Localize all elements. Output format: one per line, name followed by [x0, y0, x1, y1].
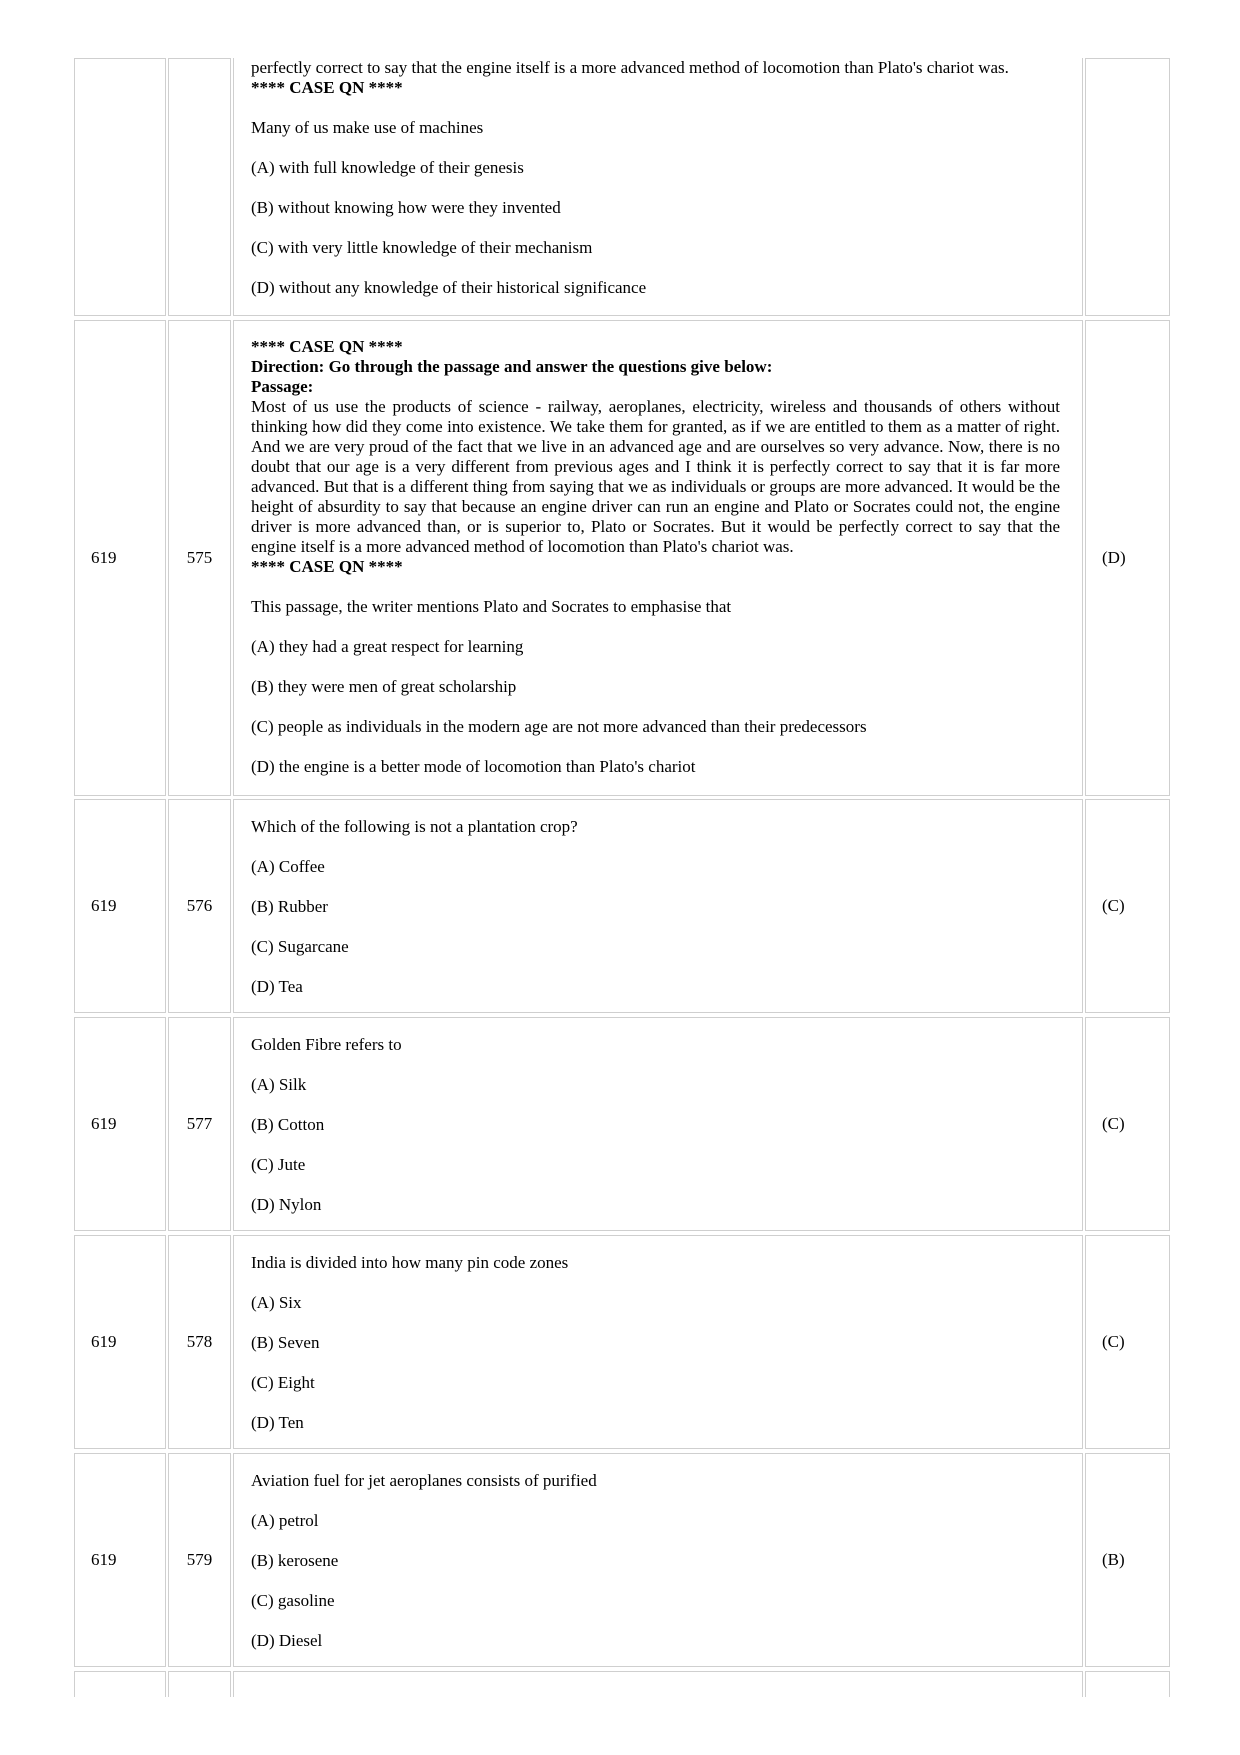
- option: (A) petrol: [251, 1511, 319, 1530]
- answer-cell: [1085, 1671, 1170, 1697]
- option: (A) Silk: [251, 1075, 307, 1094]
- question-text: Aviation fuel for jet aeroplanes consists of purified: [251, 1471, 597, 1490]
- exam-code-cell: [74, 1671, 166, 1697]
- option: (D) Ten: [251, 1413, 304, 1432]
- question-number-cell: 577: [168, 1017, 231, 1231]
- exam-code-cell: 619: [74, 320, 166, 796]
- option: (A) with full knowledge of their genesis: [251, 158, 524, 177]
- passage-text: Most of us use the products of science - railway, aeroplanes, electricity, wireless and thousands of others without thinking how did they come into existence. We take them for granted, as if we are entitled to them as a matter of right. And we are very proud of the fact that we live in an advanced age and are ourselves so very advance. Now, there is no doubt that our age is a very different from previous ages and I think it is perfectly correct to say that it is far more advanced. But that is a different thing from saying that we as individuals or groups are more advanced. It would be the height of absurdity to say that because an engine driver can run an engine and Plato or Socrates could not, the engine driver is more advanced than, or is superior to, Plato or Socrates. But it would be perfectly correct to say that the engine itself is a more advanced method of locomotion than Plato's chariot was.: [251, 397, 1060, 556]
- case-marker: **** CASE QN ****: [251, 78, 403, 97]
- option: (C) gasoline: [251, 1591, 335, 1610]
- case-marker: **** CASE QN ****: [251, 557, 403, 576]
- option: (C) Sugarcane: [251, 937, 349, 956]
- option: (A) they had a great respect for learning: [251, 637, 524, 656]
- option: (C) Eight: [251, 1373, 315, 1392]
- exam-code-cell: 619: [74, 1235, 166, 1449]
- question-text: This passage, the writer mentions Plato and Socrates to emphasise that: [251, 597, 732, 616]
- table-row: [74, 58, 1170, 316]
- table-row: [74, 1671, 1170, 1697]
- option: (D) the engine is a better mode of locomotion than Plato's chariot: [251, 757, 696, 776]
- question-cell: [233, 1235, 1083, 1449]
- question-number-cell: 575: [168, 320, 231, 796]
- option: (D) without any knowledge of their historical significance: [251, 278, 647, 297]
- option: (C) people as individuals in the modern age are not more advanced than their predecessors: [251, 717, 867, 736]
- question-cell: [233, 320, 1083, 796]
- exam-code-cell: 619: [74, 1017, 166, 1231]
- question-text: Which of the following is not a plantation crop?: [251, 817, 578, 836]
- question-cell: [233, 799, 1083, 1013]
- option: (B) Cotton: [251, 1115, 325, 1134]
- exam-code-cell: [74, 58, 166, 316]
- question-cell: [233, 1017, 1083, 1231]
- passage-text: perfectly correct to say that the engine itself is a more advanced method of locomotion than Plato's chariot was.: [251, 58, 1009, 77]
- question-number-cell: [168, 58, 231, 316]
- answer-cell: (B): [1085, 1453, 1170, 1667]
- answer-cell: (D): [1085, 320, 1170, 796]
- option: (D) Nylon: [251, 1195, 322, 1214]
- answer-cell: (C): [1085, 1235, 1170, 1449]
- option: (B) Seven: [251, 1333, 320, 1352]
- option: (D) Diesel: [251, 1631, 323, 1650]
- option: (B) kerosene: [251, 1551, 339, 1570]
- question-text: Many of us make use of machines: [251, 118, 484, 137]
- table-row: [74, 1453, 1170, 1667]
- exam-code-cell: 619: [74, 1453, 166, 1667]
- option: (A) Coffee: [251, 857, 325, 876]
- option: (C) Jute: [251, 1155, 306, 1174]
- question-cell: [233, 1671, 1083, 1697]
- question-text: India is divided into how many pin code zones: [251, 1253, 569, 1272]
- question-number-cell: [168, 1671, 231, 1697]
- case-marker: **** CASE QN ****: [251, 337, 403, 356]
- option: (B) without knowing how were they invented: [251, 198, 561, 217]
- question-number-cell: 576: [168, 799, 231, 1013]
- question-text: Golden Fibre refers to: [251, 1035, 402, 1054]
- question-number-cell: 578: [168, 1235, 231, 1449]
- option: (B) they were men of great scholarship: [251, 677, 517, 696]
- answer-cell: (C): [1085, 799, 1170, 1013]
- option: (C) with very little knowledge of their mechanism: [251, 238, 593, 257]
- table-row: [74, 320, 1170, 796]
- question-cell: [233, 58, 1083, 316]
- option: (B) Rubber: [251, 897, 328, 916]
- option: (A) Six: [251, 1293, 302, 1312]
- table-row: [74, 1235, 1170, 1449]
- answer-cell: (C): [1085, 1017, 1170, 1231]
- answer-cell: [1085, 58, 1170, 316]
- table-row: [74, 799, 1170, 1013]
- table-row: [74, 1017, 1170, 1231]
- option: (D) Tea: [251, 977, 303, 996]
- passage-label: Passage:: [251, 377, 314, 396]
- question-number-cell: 579: [168, 1453, 231, 1667]
- direction-text: Direction: Go through the passage and answer the questions give below:: [251, 357, 773, 376]
- question-cell: [233, 1453, 1083, 1667]
- exam-code-cell: 619: [74, 799, 166, 1013]
